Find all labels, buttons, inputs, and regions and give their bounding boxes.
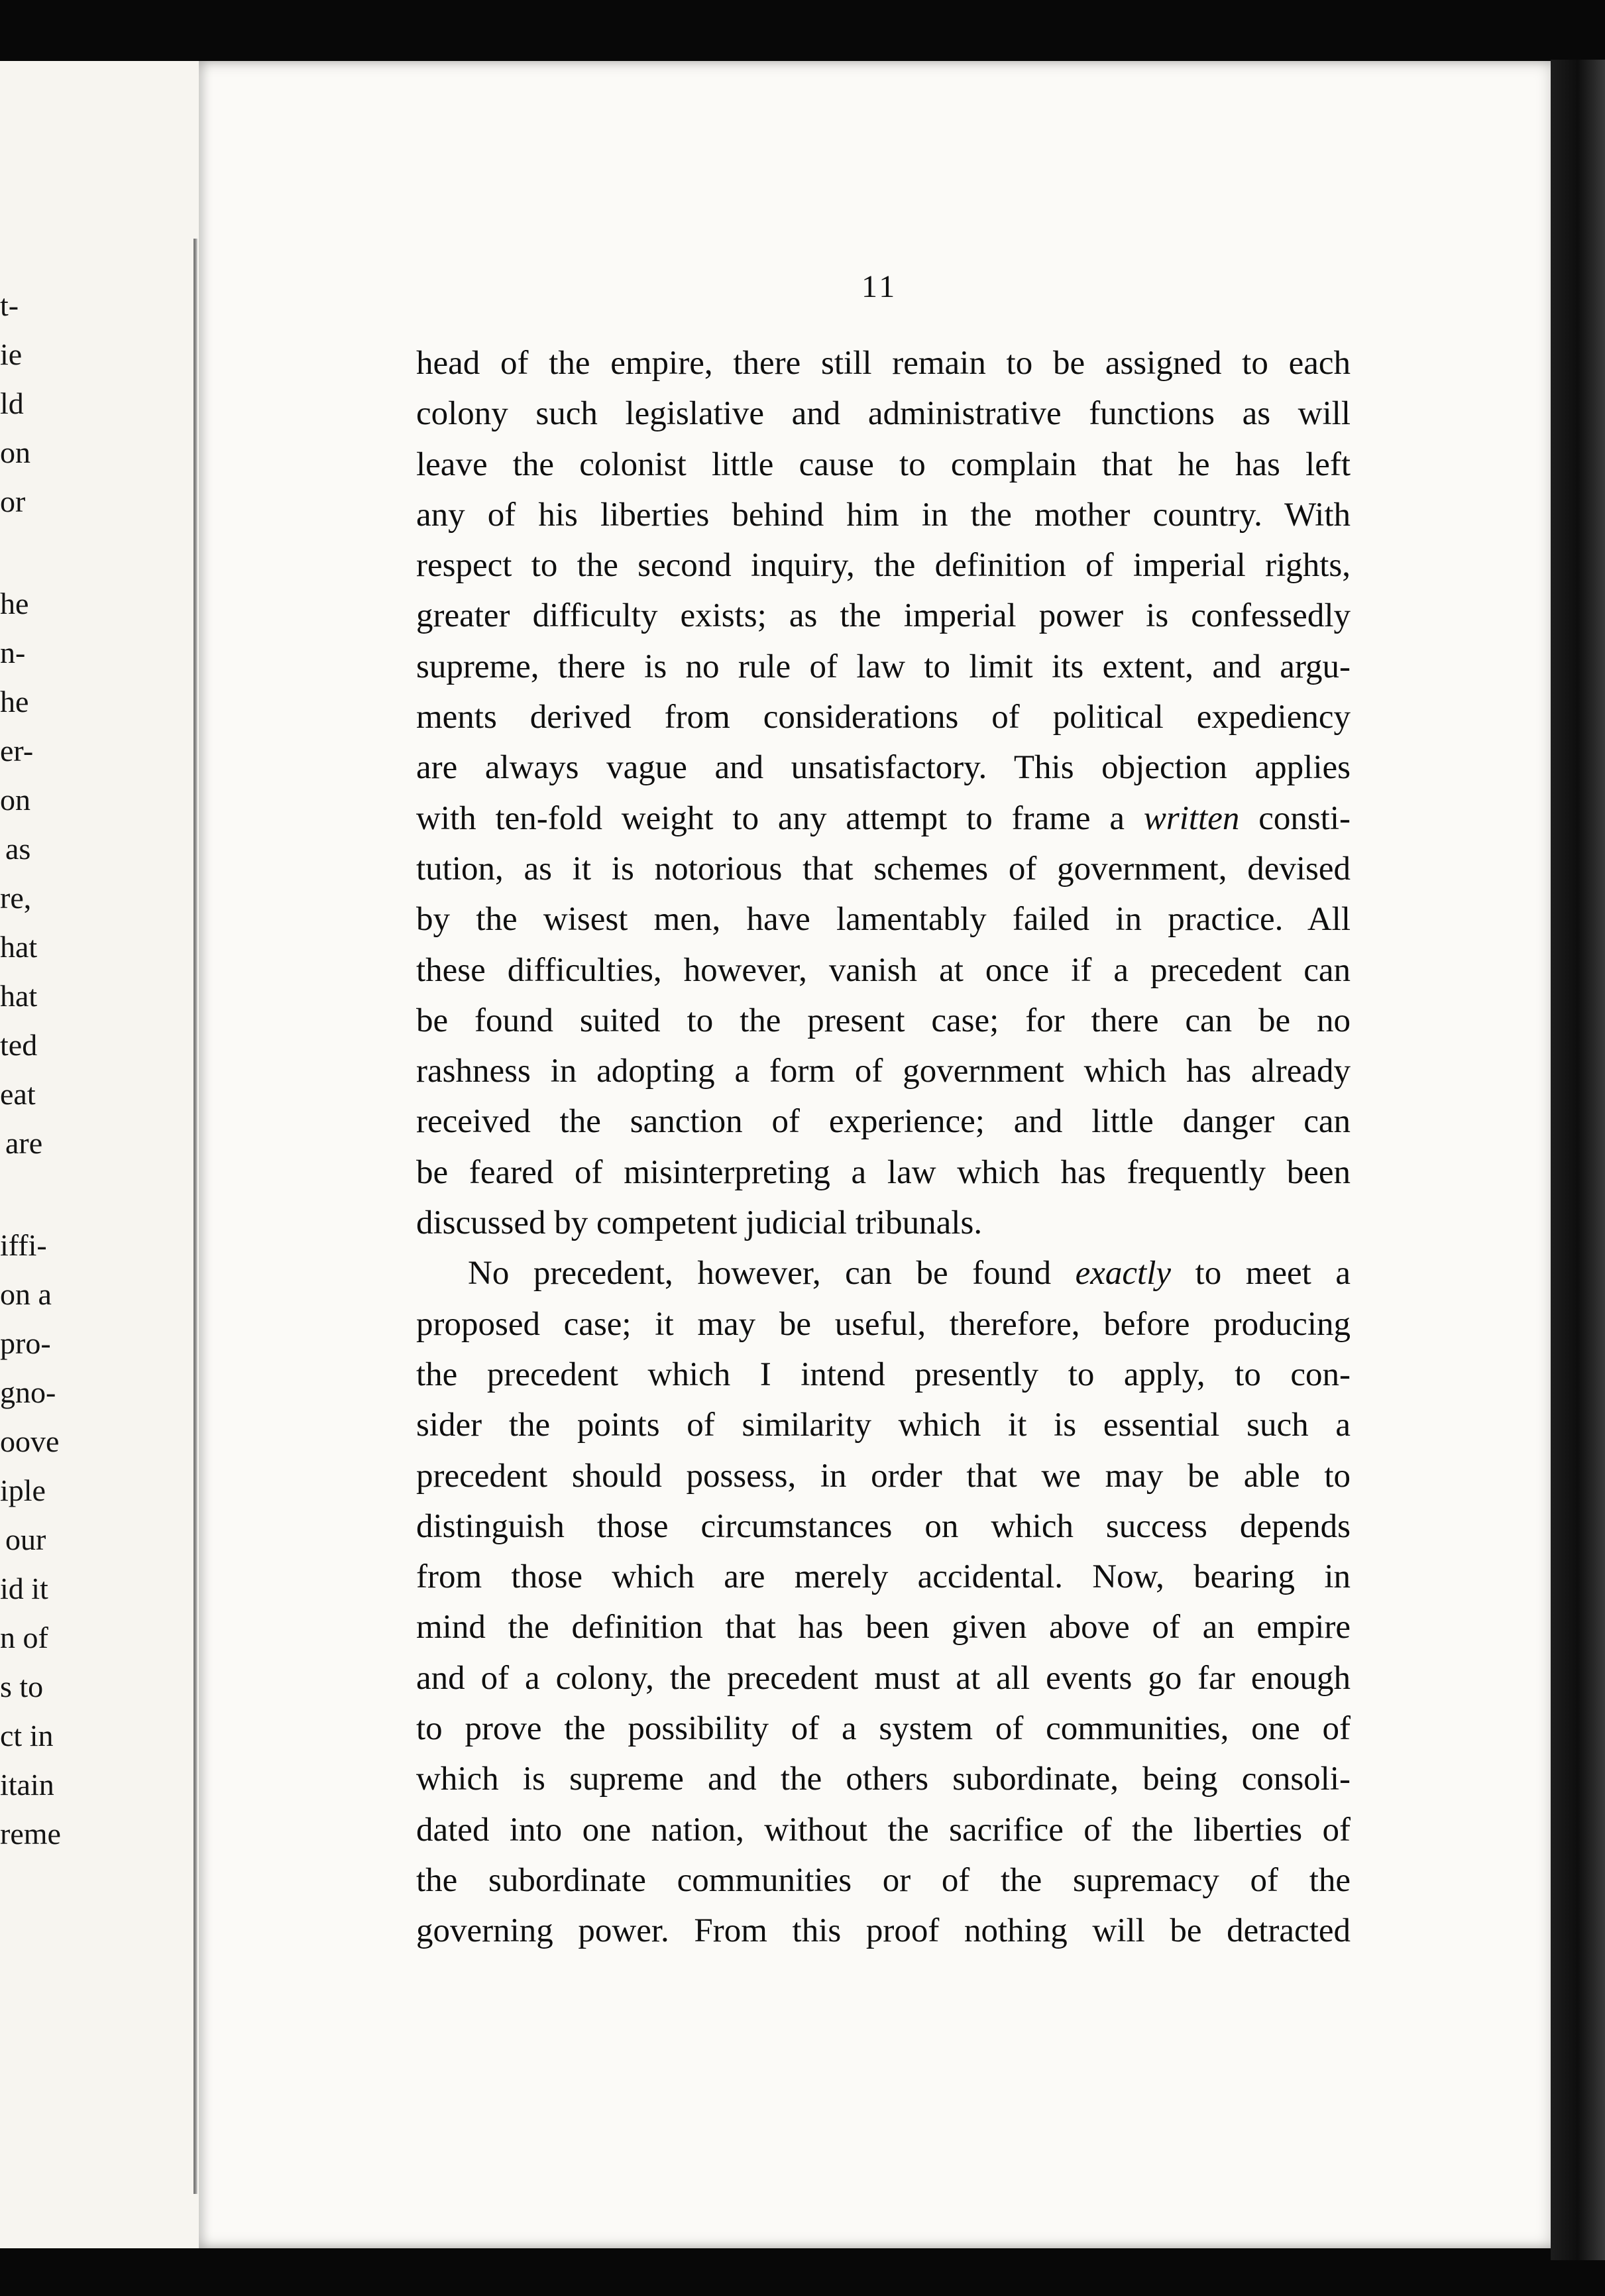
text-segment: with ten-fold weight to any attempt to frame a [416,799,1144,837]
binding-edge [1551,60,1605,2260]
text-segment: No precedent, however, can be found [468,1255,1076,1292]
text-line: be found suited to the present case; for there can be no [416,1002,1351,1039]
facing-page-fragment: t- [0,288,19,322]
text-line: mind the definition that has been given above of an empire [416,1609,1351,1646]
text-line: precedent should possess, in order that we may be able to [416,1457,1351,1495]
text-line: and of a colony, the precedent must at all events go far enough [416,1659,1351,1697]
text-line: dated into one nation, without the sacrifice of the liberties of [416,1811,1351,1849]
text-segment: to meet a [1171,1255,1351,1292]
text-line: from those which are merely accidental. Now, bearing in [416,1558,1351,1596]
text-line: are always vague and unsatisfactory. This objection applies [416,749,1351,787]
facing-page-fragment: he [0,587,29,620]
facing-page-fragment: eat [0,1077,36,1111]
text-line: received the sanction of experience; and little danger can [416,1103,1351,1141]
text-line: governing power. From this proof nothing will be detracted [416,1912,1351,1950]
facing-page-fragment: id it [0,1572,48,1605]
text-line: rashness in adopting a form of government which has already [416,1053,1351,1090]
text-line: be feared of misinterpreting a law which has frequently been [416,1153,1351,1191]
facing-page-fragment: on [0,783,30,817]
text-line-with-italic [416,793,1351,844]
facing-page-fragment: iple [0,1473,46,1507]
facing-page-fragment: iffi- [0,1228,47,1262]
text-line: distinguish those circumstances on which success depends [416,1507,1351,1545]
text-line: ments derived from considerations of political expediency [416,699,1351,736]
text-line: by the wisest men, have lamentably failed in practice. All [416,901,1351,939]
text-line: supreme, there is no rule of law to limit its extent, and argu- [416,648,1351,685]
facing-page-fragment: ie [0,337,23,371]
facing-page-fragment: gno- [0,1375,56,1409]
text-line: the subordinate communities or of the supremacy of the [416,1861,1351,1899]
text-line-with-italic [416,1248,1351,1298]
facing-page-fragment: he [0,685,29,718]
facing-page-fragment: ted [0,1028,38,1062]
facing-page-fragment: itain [0,1768,54,1802]
facing-page-fragment: on [0,435,30,469]
facing-page-fragment: n- [0,636,26,669]
text-line: colony such legislative and administrative functions as will [416,395,1351,433]
text-line: leave the colonist little cause to complain that he has left [416,445,1351,483]
italic-word: written [1143,799,1240,837]
facing-page-fragment: hat [0,979,38,1013]
facing-page-fragment: on a [0,1277,52,1311]
text-line: the precedent which I intend presently to apply, to con- [416,1355,1351,1393]
facing-page-fragment: re, [0,881,32,915]
facing-page-fragment: n of [0,1621,48,1654]
text-line: any of his liberties behind him in the mother country. With [416,496,1351,534]
text-line: respect to the second inquiry, the definition of imperial rights, [416,547,1351,585]
text-line: tution, as it is notorious that schemes of government, devised [416,850,1351,888]
facing-page-fragment: or [0,485,26,518]
gutter-shadow [194,239,197,2194]
facing-page-fragment: ld [0,386,24,420]
text-line: which is supreme and the others subordinate, being consoli- [416,1760,1351,1798]
facing-page-fragment: s to [0,1670,44,1703]
text-segment: consti- [1239,799,1351,837]
text-line: to prove the possibility of a system of communities, one of [416,1710,1351,1748]
facing-page-fragment: reme [0,1817,61,1851]
facing-page-fragment: our [5,1522,46,1556]
text-line: discussed by competent judicial tribunals. [416,1204,983,1242]
facing-page-fragment: hat [0,930,38,964]
page-body-text [416,338,1351,1957]
facing-page-fragment: pro- [0,1326,51,1360]
facing-page-fragment: are [5,1126,43,1160]
facing-page-fragment: ct in [0,1719,54,1752]
page-number: 11 [861,269,898,304]
italic-word: exactly [1075,1255,1172,1292]
text-line: greater difficulty exists; as the imperial power is confessedly [416,597,1351,635]
text-line: head of the empire, there still remain to be assigned to each [416,345,1351,382]
facing-page-edge [0,61,201,2248]
text-line: these difficulties, however, vanish at once if a precedent can [416,951,1351,989]
text-line: proposed case; it may be useful, therefore, before producing [416,1305,1351,1343]
text-line: sider the points of similarity which it is essential such a [416,1406,1351,1444]
facing-page-fragment: er- [0,734,34,768]
facing-page-fragment: as [5,832,31,866]
facing-page-fragment: oove [0,1424,60,1458]
